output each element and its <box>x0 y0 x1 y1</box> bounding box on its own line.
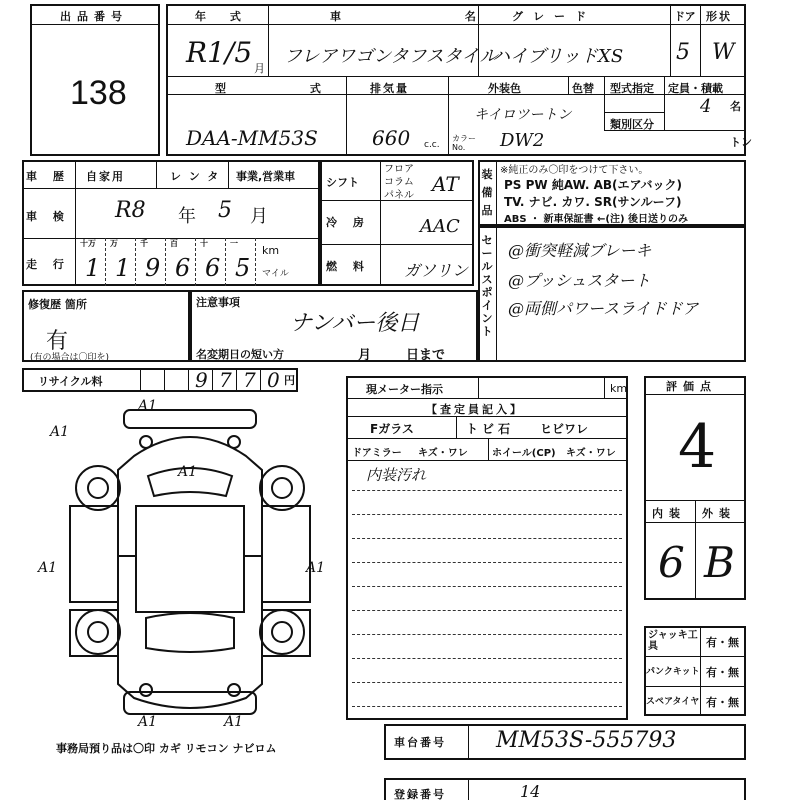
mileage-digit-cell <box>76 238 106 286</box>
equipment-row2: TV. ナビ. カワ. SR(サンルーフ) <box>504 195 682 209</box>
jack-label: ジャッキ工具 <box>648 630 698 652</box>
mileage-digit-label: 十万 <box>80 239 96 248</box>
mileage-digit-cell <box>166 238 196 286</box>
interior-value: 6 <box>658 538 685 587</box>
car-name-value: フレアワゴンタフスタイル <box>284 46 498 67</box>
equipment-row3: ABS ・ 新車保証書 ←(注) 後日送りのみ <box>504 214 689 225</box>
wheel-opts: キズ・ワレ <box>566 448 616 459</box>
glass-label: Fガラス <box>370 422 414 436</box>
mileage-label: 走 行 <box>26 258 70 271</box>
type-label: 型 式 <box>215 82 361 95</box>
class-label: 類別区分 <box>610 118 654 131</box>
shift-panel: パネル <box>384 190 414 201</box>
exterior-label: 外装 <box>702 507 736 520</box>
grade-value: ハイブリッドXS <box>492 46 624 67</box>
mileage-digit-label: 万 <box>110 239 118 248</box>
puncture-opts: 有・無 <box>706 666 739 679</box>
ac-value: AAC <box>420 216 460 237</box>
note-line <box>352 562 622 563</box>
score-label: 評価点 <box>666 380 717 393</box>
history-rental: レンタ <box>170 170 227 183</box>
shaken-year: R8 <box>115 198 146 223</box>
equipment-row1: PS PW 純AW. AB(エアバック) <box>504 178 683 192</box>
equipment-side-label: 装備品 <box>481 168 493 217</box>
car-mark-left-front: A1 <box>50 424 70 440</box>
mileage-digit-label: 一 <box>230 239 238 248</box>
shift-label: シフト <box>326 176 359 189</box>
spare-opts: 有・無 <box>706 696 739 709</box>
year-value: R1/5 <box>186 36 253 69</box>
cc-unit: c.c. <box>424 140 440 150</box>
fuel-value: ガソリン <box>404 261 469 280</box>
caution-text: ナンバー後日 <box>290 311 420 336</box>
capacity-value: 4 <box>700 96 712 117</box>
doors-value: 5 <box>676 40 690 65</box>
note-line <box>352 610 622 611</box>
mileage-digit-cell <box>196 238 226 286</box>
shaken-month-unit: 月 <box>250 206 268 227</box>
capacity-label: 定員・積載 <box>668 82 723 95</box>
deadline-month: 月 <box>358 348 374 363</box>
chassis-label: 車台番号 <box>394 736 446 749</box>
recycle-digit: 0 <box>267 368 280 392</box>
mileage-digit-label: 百 <box>170 239 178 248</box>
note-line <box>352 538 622 539</box>
recycle-digit-cell <box>260 368 284 392</box>
history-own: 自家用 <box>86 170 125 183</box>
car-name-label: 車 名 <box>330 10 536 23</box>
sales-point-side-label: セールスポイント <box>481 234 493 338</box>
meter-label: 現メーター指示 <box>366 383 443 396</box>
sales-point-2: @プッシュスタート <box>508 271 651 290</box>
mileage-digit: 5 <box>235 254 251 282</box>
color-code-value: DW2 <box>500 130 545 151</box>
history-label: 車 歴 <box>26 170 70 183</box>
note-line <box>352 658 622 659</box>
car-diagram <box>30 396 350 736</box>
recycle-digit-cell <box>236 368 260 392</box>
chassis-value: MM53S-555793 <box>496 728 677 753</box>
exterior-color-value: キイロツートン <box>474 107 572 123</box>
ac-label: 冷 房 <box>326 216 370 229</box>
puncture-label: パンクキット <box>646 667 700 677</box>
note-line <box>352 682 622 683</box>
inspector-note: 内装汚れ <box>366 466 427 484</box>
car-mark-rear-left: A1 <box>138 714 158 730</box>
repair-value: 有 <box>46 329 69 354</box>
body-label: 形状 <box>706 10 732 23</box>
note-line <box>352 586 622 587</box>
displacement-value: 660 <box>372 126 411 150</box>
recycle-digit-cell <box>188 368 212 392</box>
recycle-digit: 7 <box>219 368 232 392</box>
exterior-value: B <box>704 538 735 587</box>
lot-number: 138 <box>70 74 127 112</box>
mileage-digit-cell <box>136 238 166 286</box>
note-line <box>352 490 622 491</box>
shaken-label: 車 検 <box>26 210 70 223</box>
glass-opts: トビ石 <box>466 422 515 436</box>
glass-opts2: ヒビワレ <box>540 422 589 436</box>
km-unit: km <box>262 244 280 257</box>
mirror-label: ドアミラー <box>352 448 402 459</box>
person-unit: 名 <box>730 100 741 113</box>
color-change-label: 色替 <box>572 82 594 95</box>
mileage-digit-label: 千 <box>140 239 148 248</box>
lot-label: 出品番号 <box>60 10 128 23</box>
repair-label: 修復歴 箇所 <box>28 298 87 311</box>
recycle-digit: 9 <box>195 368 208 392</box>
shaken-month: 5 <box>218 198 232 223</box>
type-code-value: DAA-MM53S <box>186 126 318 150</box>
ton-unit: トン <box>730 136 752 149</box>
exterior-label: 外装色 <box>488 82 521 95</box>
car-mark-roof: A1 <box>178 464 198 480</box>
registration-label: 登録番号 <box>394 788 446 800</box>
equipment-note: ※純正のみ〇印をつけて下さい。 <box>500 165 649 176</box>
type-spec-label: 型式指定 <box>610 82 654 95</box>
car-mark-left-side: A1 <box>38 560 58 576</box>
history-business: 事業,営業車 <box>236 170 296 183</box>
deadline-day: 日まで <box>406 348 446 363</box>
fuel-label: 燃 料 <box>326 260 370 273</box>
note-line <box>352 514 622 515</box>
deadline-label: 名変期日の短い方 <box>196 348 284 361</box>
shaken-year-unit: 年 <box>178 206 196 227</box>
mile-unit: マイル <box>262 269 289 279</box>
mileage-digit: 6 <box>205 254 221 282</box>
mileage-digit-label: 十 <box>200 239 208 248</box>
year-label: 年 式 <box>195 10 251 23</box>
score-value: 4 <box>678 412 717 482</box>
shift-floor: フロア <box>384 164 414 175</box>
wheel-label: ホイール(CP) <box>492 448 556 459</box>
grade-label: グレード <box>512 10 596 23</box>
registration-value: 14 <box>520 782 541 800</box>
note-line <box>352 634 622 635</box>
mileage-digit: 9 <box>145 254 161 282</box>
interior-label: 内装 <box>652 507 686 520</box>
mileage-digit: 1 <box>115 254 131 282</box>
recycle-digit-cell <box>212 368 236 392</box>
mileage-digit-cell <box>226 238 256 286</box>
mileage-digit: 6 <box>175 254 191 282</box>
mileage-digit-cell <box>106 238 136 286</box>
color-no-label: カラー No. <box>452 134 476 152</box>
recycle-digit-cell <box>164 368 188 392</box>
sales-point-1: @衝突軽減ブレーキ <box>508 241 652 260</box>
car-mark-front: A1 <box>138 398 158 414</box>
displacement-label: 排気量 <box>370 82 409 95</box>
car-mark-right-side: A1 <box>306 560 326 576</box>
mileage-digit: 1 <box>85 254 101 282</box>
shift-value: AT <box>432 172 459 196</box>
year-month-suffix: 月 <box>254 62 265 75</box>
recycle-digit-cell <box>140 368 164 392</box>
repair-note: (有の場合は〇印を) <box>30 353 110 363</box>
jack-opts: 有・無 <box>706 636 739 649</box>
spare-label: スペアタイヤ <box>646 697 700 707</box>
shift-column: コラム <box>384 177 414 188</box>
sales-point-3: @両側パワースライドドア <box>508 299 699 318</box>
note-line <box>352 706 622 707</box>
mirror-opts: キズ・ワレ <box>418 448 468 459</box>
office-items: 事務局預り品は〇印 カギ リモコン ナビロム <box>56 742 277 755</box>
recycle-digit: 7 <box>243 368 256 392</box>
car-mark-rear-right: A1 <box>224 714 244 730</box>
doors-label: ドア <box>674 10 696 23</box>
inspector-label: 【査定員記入】 <box>426 403 524 416</box>
meter-km: km <box>610 382 628 395</box>
caution-label: 注意事項 <box>196 296 240 309</box>
recycle-label: リサイクル料 <box>38 375 103 388</box>
recycle-unit: 円 <box>284 374 295 387</box>
body-value: W <box>712 40 735 65</box>
